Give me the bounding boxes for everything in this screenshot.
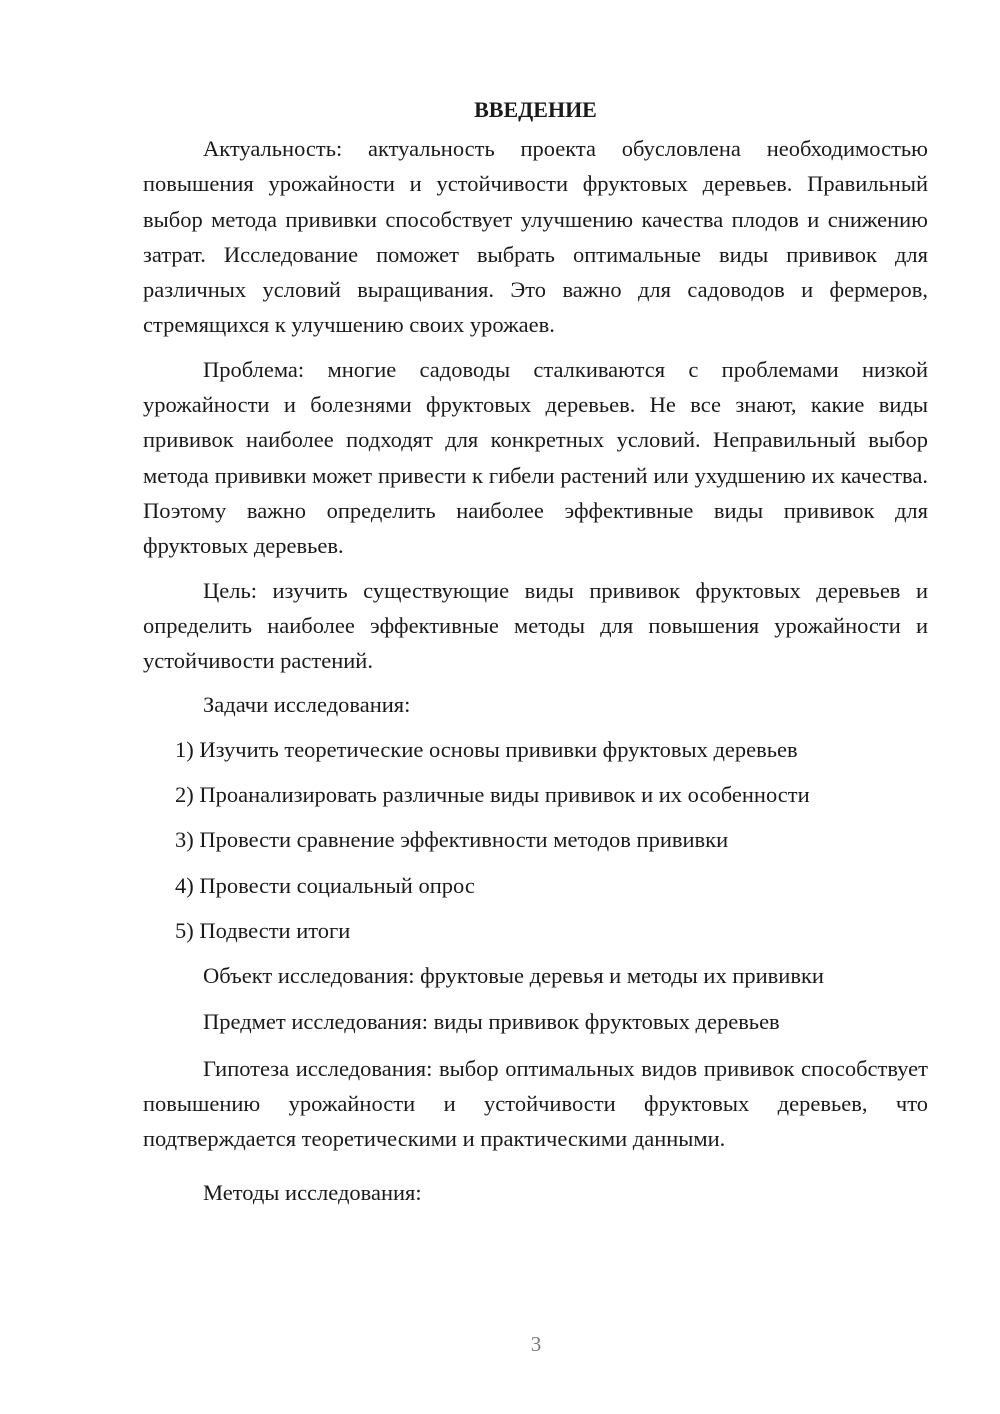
task-number: 3) [175,827,194,853]
goal-paragraph: Цель: изучить существующие виды прививок фруктовых деревьев и определить наиболее эффективные методы для повышения урожайности и устойчивости растений. [143,577,928,674]
tasks-list [143,732,928,948]
task-number: 2) [175,782,194,808]
task-item [143,777,928,812]
task-number: 4) [175,872,194,898]
page-title: ВВЕДЕНИЕ [474,97,597,122]
problem-paragraph: Проблема: многие садоводы сталкиваются с проблемами низкой урожайности и болезнями фруктовых деревьев. Не все знают, какие виды прививок наиболее подходят для конкретных условий. Неправильный выбор метода прививки может привести к гибели растений или ухудшению их качества. Поэтому важно определить наиболее эффективные виды прививок для фруктовых деревьев. [143,356,928,559]
hypothesis-paragraph: Гипотеза исследования: выбор оптимальных видов прививок способствует повышению урожайности и устойчивости фруктовых деревьев, что подтверждается теоретическими и практическими данными. [143,1055,928,1152]
task-item [143,868,928,903]
task-text: Подвести итоги [199,917,351,943]
task-item [143,822,928,857]
task-text: Проанализировать различные виды прививок и их особенности [199,782,810,808]
tasks-heading: Задачи исследования: [203,692,411,718]
document-page [143,92,928,1210]
task-number: 1) [175,736,194,762]
task-text: Провести сравнение эффективности методов прививки [199,827,729,853]
subject-paragraph: Предмет исследования: виды прививок фруктовых деревьев [203,1008,780,1034]
task-item [143,732,928,767]
task-number: 5) [175,917,194,943]
relevance-paragraph: Актуальность: актуальность проекта обусловлена необходимостью повышения урожайности и устойчивости фруктовых деревьев. Правильный выбор метода прививки способствует улучшению качества плодов и снижению затрат. Исследование поможет выбрать оптимальные виды прививок для различных условий выращивания. Это важно для садоводов и фермеров, стремящихся к улучшению своих урожаев. [143,136,928,338]
task-item [143,913,928,948]
object-paragraph: Объект исследования: фруктовые деревья и методы их прививки [203,963,824,989]
task-text: Изучить теоретические основы прививки фруктовых деревьев [199,736,798,762]
methods-heading: Методы исследования: [203,1179,422,1205]
task-text: Провести социальный опрос [199,872,475,898]
page-number: 3 [530,1332,542,1356]
